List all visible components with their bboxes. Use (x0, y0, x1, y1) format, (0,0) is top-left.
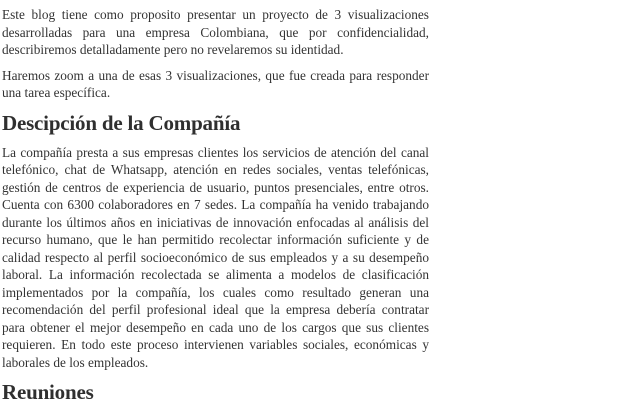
intro-paragraph-1: Este blog tiene como proposito presentar un proyecto de 3 visualizaciones desarrolladas para una empresa Colombiana, que por confidencialidad, describiremos detalladamente pero no revelaremos su identidad. (2, 7, 429, 57)
intro-paragraph-2: Haremos zoom a una de esas 3 visualizaciones, que fue creada para responder una tarea específica. (2, 67, 429, 100)
section-heading-company-description: Descipción de la Compañía (2, 110, 241, 135)
section-heading-meetings: Reuniones (2, 380, 94, 404)
company-description-paragraph: La compañía presta a sus empresas clientes los servicios de atención del canal telefónico, chat de Whatsapp, atención en redes sociales, ventas telefónicas, gestión de centros de experiencia de usuario, puntos presenciales, entre otros. Cuenta con 6300 colaboradores en 7 sedes. La compañía ha venido trabajando durante los últimos años en iniciativas de innovación enfocadas al análisis del recurso humano, que le han permitido recolectar información suficiente y de calidad respecto al perfil socioeconómico de sus empleados y a su desempeño laboral. La información recolectada se alimenta a modelos de clasificación implementados por la compañía, los cuales como resultado generan una recomendación del perfil profesional ideal que la empresa debería contratar para obtener el mejor desempeño en cada uno de los cargos que sus clientes requieren. En todo este proceso intervienen variables sociales, económicas y laborales de los empleados. (2, 144, 429, 370)
